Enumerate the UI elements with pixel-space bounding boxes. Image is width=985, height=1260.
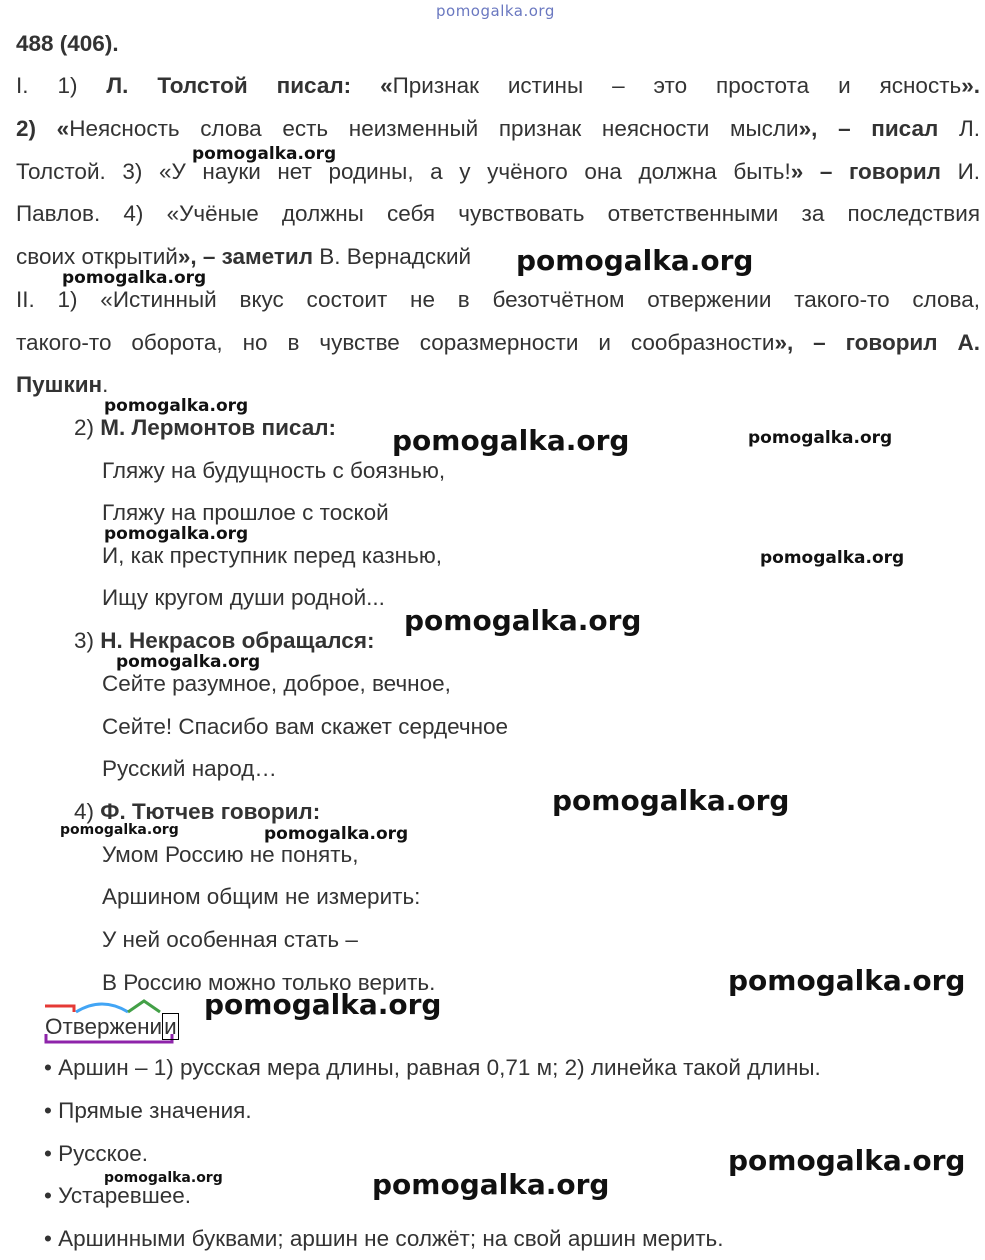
watermark: pomogalka.org xyxy=(728,964,966,997)
author-verb: » – говорил xyxy=(790,159,941,184)
quote-text: Истинный вкус состоит не в безотчётном отвержении такого-то слова, xyxy=(112,287,981,312)
section1-line4 xyxy=(16,192,980,235)
watermark: pomogalka.org xyxy=(192,144,337,164)
item-number: 3) xyxy=(74,628,101,653)
watermark: pomogalka.org xyxy=(104,1170,223,1186)
author-initial: Л. xyxy=(938,116,980,141)
quote-text: своих открытий xyxy=(16,244,178,269)
watermark: pomogalka.org xyxy=(404,604,642,637)
author-intro: М. Лермонтов писал: xyxy=(100,415,336,440)
author-verb: », – говорил А. xyxy=(774,330,980,355)
item-number: 2) xyxy=(74,415,101,440)
section1-line3 xyxy=(16,150,980,193)
item-number: 2) « xyxy=(16,116,70,141)
author-intro: Н. Некрасов обращался: xyxy=(100,628,375,653)
watermark: pomogalka.org xyxy=(392,424,630,457)
item-number: II. 1) « xyxy=(16,287,113,312)
author-intro: Ф. Тютчев говорил: xyxy=(100,799,321,824)
quote-text: Признак истины – это простота и ясность xyxy=(392,73,962,98)
author-intro: Л. Толстой писал: « xyxy=(106,73,393,98)
watermark: pomogalka.org xyxy=(116,652,261,672)
item-number: I. 1) xyxy=(16,73,107,98)
poem-line: Аршином общим не измерить: xyxy=(102,884,421,909)
quote-text: Учёные должны себя чувствовать ответственными за последствия xyxy=(179,201,980,226)
poem-line: Сейте! Спасибо вам скажет сердечное xyxy=(102,714,509,739)
poem-line: В Россию можно только верить. xyxy=(102,970,436,995)
quote-close: ». xyxy=(961,73,980,98)
watermark: pomogalka.org xyxy=(748,428,893,448)
watermark: pomogalka.org xyxy=(516,244,754,277)
quote4-heading xyxy=(74,790,985,833)
list-item: • Русское. xyxy=(44,1132,985,1175)
watermark-top: pomogalka.org xyxy=(436,2,555,20)
word-ending: и xyxy=(164,1014,177,1039)
quote-text: такого-то оборота, но в чувстве соразмерности и сообразности xyxy=(16,330,775,355)
watermark: pomogalka.org xyxy=(372,1168,610,1201)
poem-line: У ней особенная стать – xyxy=(102,927,358,952)
section1-line1 xyxy=(16,64,980,107)
quote-text: У науки нет родины, а у учёного она должна быть! xyxy=(171,159,791,184)
poem-line: Гляжу на прошлое с тоской xyxy=(102,500,389,525)
watermark: pomogalka.org xyxy=(760,548,905,568)
item-number: 4) xyxy=(74,799,101,824)
poem-line: И, как преступник перед казнью, xyxy=(102,543,442,568)
author-initial: И. xyxy=(940,159,980,184)
list-item: • Прямые значения. xyxy=(44,1089,985,1132)
morpheme-word xyxy=(45,1009,179,1045)
watermark: pomogalka.org xyxy=(104,396,249,416)
list-item: • Аршин – 1) русская мера длины, равная 0,71 м; 2) линейка такой длины. xyxy=(44,1046,985,1089)
list-item: • Устаревшее. xyxy=(44,1174,985,1217)
author-name: Пушкин xyxy=(16,372,103,397)
quote-text: Неясность слова есть неизменный признак неясности мысли xyxy=(69,116,799,141)
poem-line: Русский народ… xyxy=(102,756,277,781)
watermark: pomogalka.org xyxy=(62,268,207,288)
poem-line: Умом Россию не понять, xyxy=(102,842,359,867)
author-verb: », – заметил xyxy=(177,244,314,269)
poem-line: Сейте разумное, доброе, вечное, xyxy=(102,671,451,696)
section1-line2 xyxy=(16,107,980,150)
author-text: Толстой. 3) « xyxy=(16,159,172,184)
watermark: pomogalka.org xyxy=(552,784,790,817)
author-name: В. Вернадский xyxy=(313,244,472,269)
watermark: pomogalka.org xyxy=(728,1144,966,1177)
period: . xyxy=(102,372,109,397)
author-text: Павлов. 4) « xyxy=(16,201,180,226)
watermark: pomogalka.org xyxy=(60,822,179,838)
exercise-number: 488 (406). xyxy=(16,31,119,56)
watermark: pomogalka.org xyxy=(104,524,249,544)
watermark: pomogalka.org xyxy=(264,824,409,844)
poem-line: Ищу кругом души родной... xyxy=(102,585,385,610)
author-verb: », – писал xyxy=(798,116,939,141)
word-stem: Отвержени xyxy=(45,1014,163,1039)
watermark: pomogalka.org xyxy=(204,988,442,1021)
list-item: • Аршинными буквами; аршин не солжёт; на свой аршин мерить. xyxy=(44,1217,985,1260)
poem-line: Гляжу на будущность с боязнью, xyxy=(102,458,446,483)
section2-line2 xyxy=(16,321,980,364)
